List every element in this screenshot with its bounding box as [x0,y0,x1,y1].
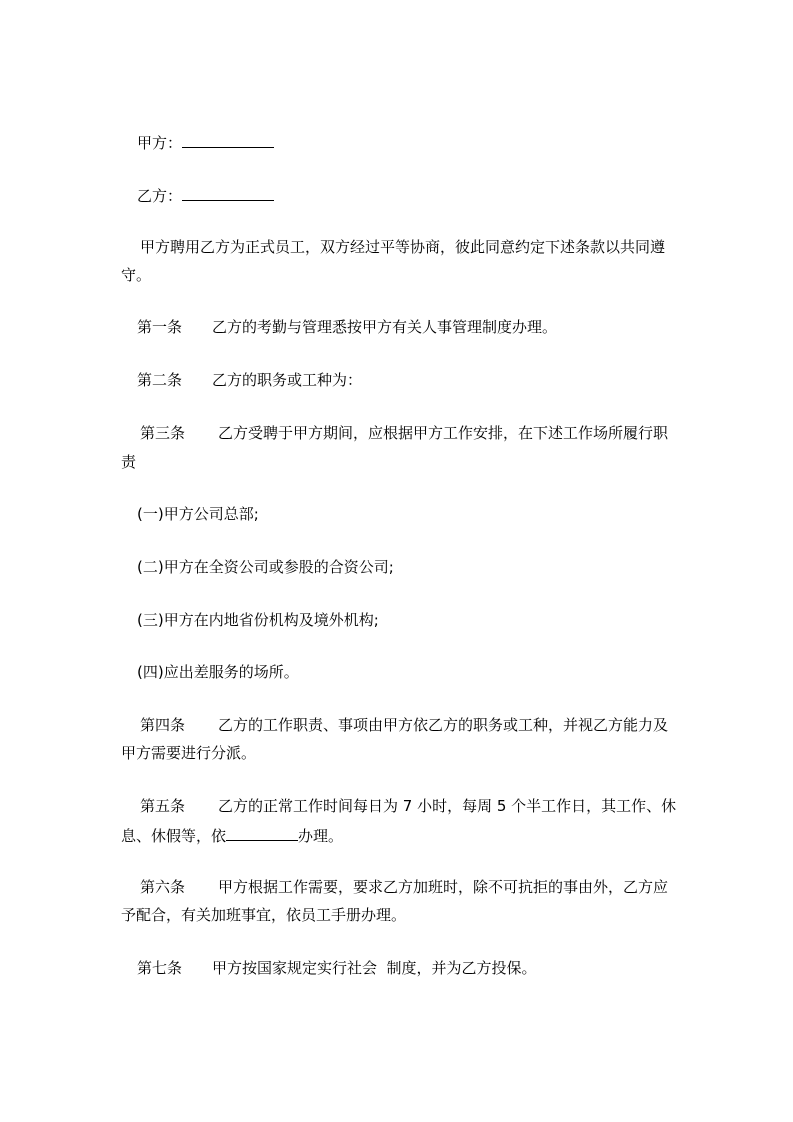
article-5-cont-after: 办理。 [298,827,344,845]
article-6 [140,880,668,895]
article-6-title: 第六条 [140,878,186,896]
intro-line-2: 守。 [121,266,152,284]
article-7-text: 甲方按国家规定实行社会 制度，并为乙方投保。 [212,959,537,977]
article-2-title: 第二条 [137,371,183,389]
party-a-label: 甲方： [137,134,183,152]
article-1 [137,320,557,335]
party-b-line [137,187,274,204]
workplace-4: (四)应出差服务的场所。 [137,663,299,681]
party-a-blank [182,134,274,148]
party-b-label: 乙方： [137,187,183,205]
article-5-cont [121,827,343,844]
article-4-text: 乙方的工作职责、事项由甲方依乙方的职务或工种，并视乙方能力及 [218,716,669,734]
article-2 [137,373,362,388]
party-b-blank [182,187,274,201]
article-6-text: 甲方根据工作需要，要求乙方加班时，除不可抗拒的事由外，乙方应 [218,878,669,896]
article-4-title: 第四条 [140,716,186,734]
intro-line-1: 甲方聘用乙方为正式员工，双方经过平等协商，彼此同意约定下述条款以共同遵 [140,238,666,256]
article-6-cont: 予配合，有关加班事宜，依员工手册办理。 [121,906,407,924]
article-3-cont: 责 [121,453,137,471]
article-2-text: 乙方的职务或工种为： [212,371,363,389]
article-1-text: 乙方的考勤与管理悉按甲方有关人事管理制度办理。 [212,318,558,336]
article-5 [140,799,676,814]
article-5-blank [226,827,298,841]
article-3-title: 第三条 [140,424,186,442]
article-1-title: 第一条 [137,318,183,336]
party-a-line [137,134,274,151]
workplace-2: (二)甲方在全资公司或参股的合资公司; [137,558,394,576]
article-5-text: 乙方的正常工作时间每日为 7 小时，每周 5 个半工作日，其工作、休 [218,797,677,815]
article-3-text: 乙方受聘于甲方期间，应根据甲方工作安排，在下述工作场所履行职 [218,424,669,442]
article-4 [140,718,668,733]
article-5-cont-before: 息、休假等，依 [121,827,227,845]
article-7-title: 第七条 [137,959,183,977]
article-3 [140,426,668,441]
workplace-3: (三)甲方在内地省份机构及境外机构; [137,611,379,629]
article-5-title: 第五条 [140,797,186,815]
workplace-1: (一)甲方公司总部; [137,505,259,523]
article-7 [137,961,537,976]
article-4-cont: 甲方需要进行分派。 [121,744,257,762]
